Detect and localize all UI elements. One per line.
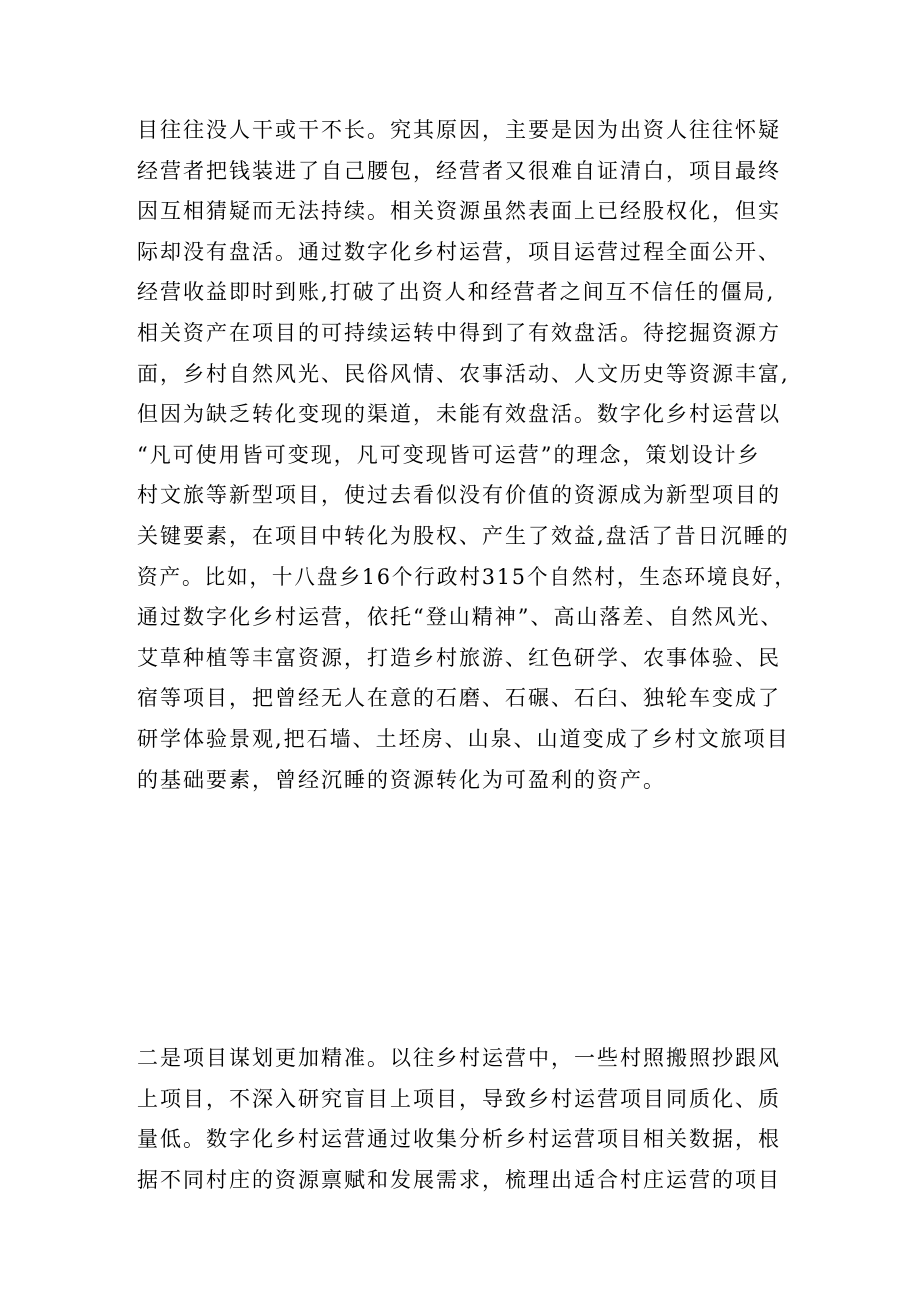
text-line: 二是项目谋划更加精准。以往乡村运营中，一些村照搬照抄跟风	[137, 1046, 781, 1070]
text-line: 量低。数字化乡村运营通过收集分析乡村运营项目相关数据，根	[137, 1127, 781, 1152]
text-line: 艾草种植等丰富资源，打造乡村旅游、红色研学、农事体验、民	[137, 645, 781, 670]
text-line: 因互相猜疑而无法持续。相关资源虽然表面上已经股权化，但实	[137, 199, 781, 224]
text-line: 资产。比如，十八盘乡16个行政村315个自然村，生态环境良好，	[137, 564, 797, 589]
text-line: 相关资产在项目的可持续运转中得到了有效盘活。待挖掘资源方	[137, 320, 781, 345]
text-line: 但因为缺乏转化变现的渠道，未能有效盘活。数字化乡村运营以	[137, 402, 781, 427]
text-line: 的基础要素，曾经沉睡的资源转化为可盈利的资产。	[137, 767, 666, 792]
text-line: 村文旅等新型项目，使过去看似没有价值的资源成为新型项目的	[137, 483, 781, 508]
text-line: 经营收益即时到账,打破了出资人和经营者之间互不信任的僵局,	[137, 280, 776, 305]
text-line: 际却没有盘活。通过数字化乡村运营，项目运营过程全面公开、	[137, 239, 781, 264]
text-line: 经营者把钱装进了自己腰包，经营者又很难自证清白，项目最终	[137, 158, 781, 183]
text-line: 上项目，不深入研究盲目上项目，导致乡村运营项目同质化、质	[137, 1086, 781, 1111]
text-line: 据不同村庄的资源禀赋和发展需求，梳理出适合村庄运营的项目	[137, 1167, 781, 1192]
text-line: 目往往没人干或干不长。究其原因，主要是因为出资人往往怀疑	[137, 118, 781, 142]
text-line: 通过数字化乡村运营，依托“登山精神”、高山落差、自然风光、	[137, 605, 784, 630]
text-line: 宿等项目，把曾经无人在意的石磨、石碾、石臼、独轮车变成了	[137, 686, 781, 711]
text-line: “凡可使用皆可变现，凡可变现皆可运营”的理念，策划设计乡	[137, 442, 761, 467]
text-line: 面，乡村自然风光、民俗风情、农事活动、人文历史等资源丰富,	[137, 361, 790, 386]
text-line: 研学体验景观,把石墙、土坯房、山泉、山道变成了乡村文旅项目	[137, 726, 790, 751]
paragraph-1	[137, 110, 797, 800]
paragraph-2	[137, 1038, 797, 1200]
text-line: 关键要素，在项目中转化为股权、产生了效益,盘活了昔日沉睡的	[137, 523, 790, 548]
